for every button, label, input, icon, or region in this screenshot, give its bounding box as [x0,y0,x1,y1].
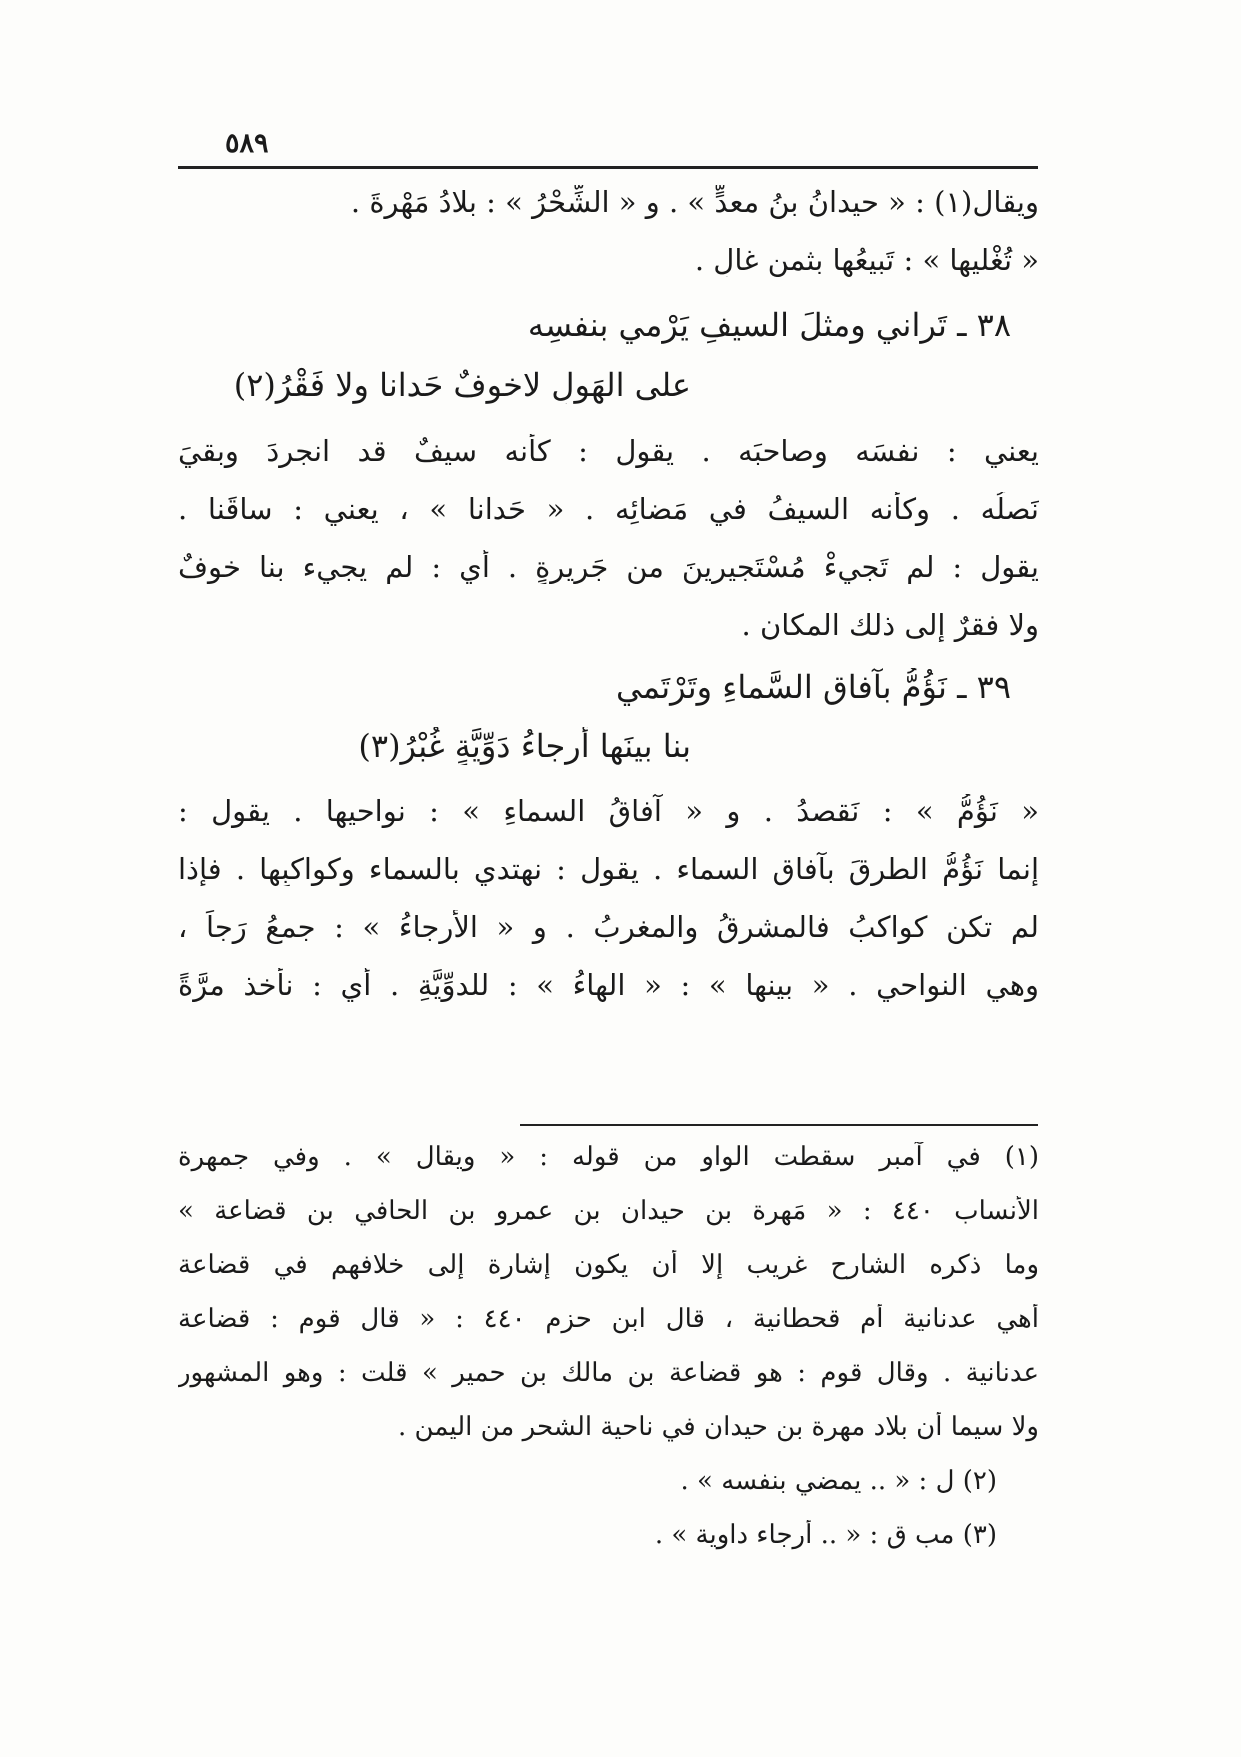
verse-38-second-hemistich: على الهَولِ لاخوفٌ حَدانا ولا فَقْرُ(٢) [233,366,691,404]
commentary-line: لم تكن كواكبُ فالمشرقُ والمغربُ . و « الأرجاءُ » : جمعُ رَجاً ، [178,910,1039,944]
commentary-line: « نَؤُمُّ » : نَقصدُ . و « آفاقُ السماءِ » : نواحيها . يقول : [178,794,1039,828]
footnote-3: (٣) مب ق : « .. أرجاء داوية » . [654,1520,997,1550]
commentary-line: ولا فقرٌ إلى ذلك المكانِ . [741,608,1039,642]
footnote-line: ولا سيما أن بلاد مهرة بن حيدان في ناحية الشحر من اليمن . [398,1412,1039,1442]
commentary-line: وهي النواحي . « بينها » : « الهاءُ » : للدوِّيَّةِ . أي : نأخذ مرَّةً [178,968,1039,1002]
commentary-line: يعني : نفسَه وصاحبَه . يقول : كأنه سيفٌ قد انجردَ وبقيَ [178,434,1039,468]
footnote-line: أهي عدنانية أم قحطانية ، قال ابن حزم ٤٤٠ : « قال قوم : قضاعة [178,1304,1039,1334]
footnote-rule [520,1124,1038,1126]
body-line: ويقال(١) : « حيدانُ بنُ معدٍّ » . و « الشِّحْرُ » : بلادُ مَهْرةَ . [350,185,1039,219]
commentary-line: إنما نَؤُمُّ الطرقَ بآفاق السماء . يقول : نهتدي بالسماء وكواكبِها . فإذا [178,852,1039,886]
verse-39-first-hemistich: ٣٩ ـ نَؤُمُّ بآفاقِ السَّماءِ وتَرْتَمي [616,668,1011,706]
page-number: ٥٨٩ [225,128,269,159]
footnote-line: الأنساب ٤٤٠ : « مَهرة بن حيدان بن عمرو بن الحافي بن قضاعة » [178,1196,1039,1226]
body-line: « تُغْليها » : تَبيعُها بثمنٍ غالٍ . [694,243,1039,277]
footnote-line: عدنانية . وقال قوم : هو قضاعة بن مالك بن حمير » قلت : وهو المشهور [178,1358,1039,1388]
footnote-line: (١) في آمبر سقطت الواو من قوله : « ويقال » . وفي جمهرة [178,1142,1039,1172]
commentary-line: يقول : لم تَجيءْ مُسْتَجيرينَ من جَريرةٍ . أي : لم يجيء بنا خوفٌ [178,550,1039,584]
verse-39-second-hemistich: بنا بينَها أرجاءُ دَوِّيَّةٍ غُبْرُ(٣) [358,727,691,765]
commentary-line: نَصلُه . وكأنه السيفُ في مَضائِه . « حَدانا » ، يعني : ساقَنا . [178,492,1039,526]
verse-38-first-hemistich: ٣٨ ـ تَراني ومثلَ السيفِ يَرْمي بنفسِه [527,306,1011,344]
footnote-line: وما ذكره الشارح غريب إلا أن يكون إشارة إلى خلافهم في قضاعة [178,1250,1039,1280]
header-rule [178,166,1038,169]
footnote-2: (٢) ل : « .. يمضي بنفسه » . [680,1466,997,1496]
